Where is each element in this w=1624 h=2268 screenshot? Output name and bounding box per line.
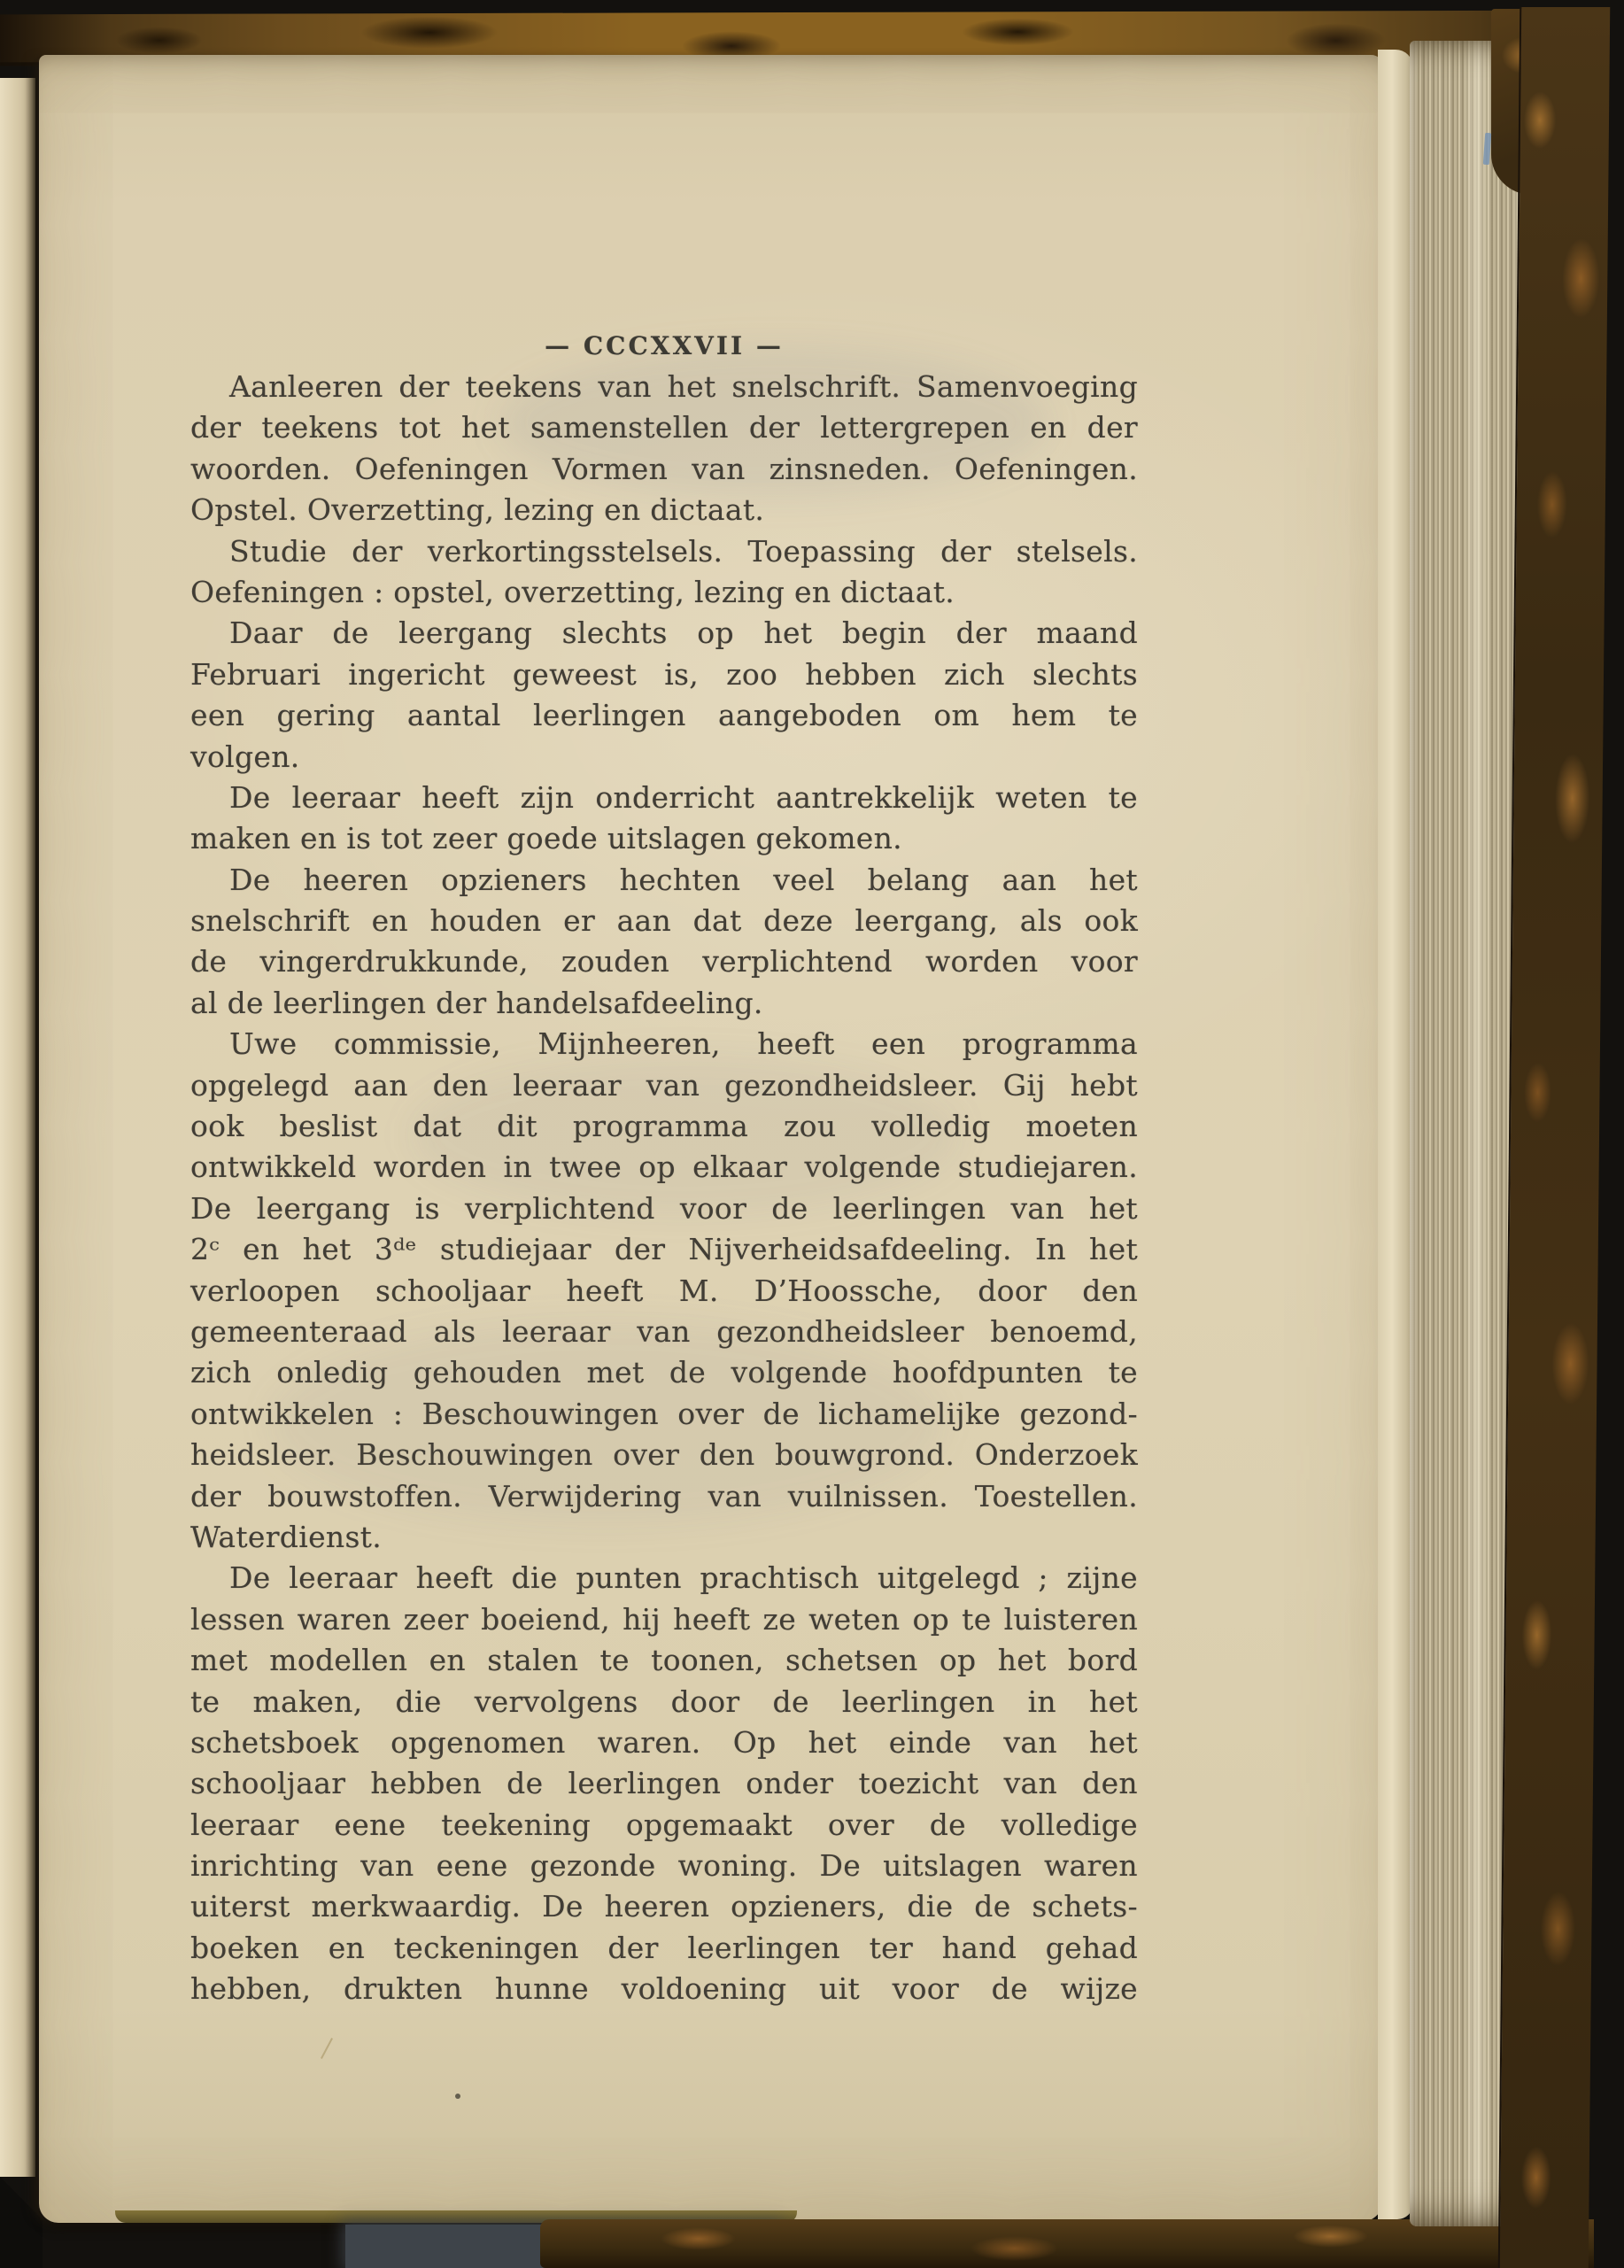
text-line: uiterst merkwaardig. De heeren opzieners, die de schets- xyxy=(190,1889,1138,1924)
text-line: Waterdienst. xyxy=(190,1519,383,1554)
text-line: al de leerlingen der handelsafdeeling. xyxy=(190,985,763,1020)
text-line: opgelegd aan den leeraar van gezondheidsleer. Gij hebt xyxy=(190,1067,1138,1103)
text-line: Aanleeren der teekens van het snelschrift. Samenvoeging xyxy=(229,369,1138,404)
text-line: volgen. xyxy=(190,739,300,774)
text-line: 2ᶜ en het 3ᵈᵉ studiejaar der Nijverheidsafdeeling. In het xyxy=(190,1232,1138,1267)
text-line: zich onledig gehouden met de volgende hoofdpunten te xyxy=(190,1355,1138,1390)
text-line: De heeren opzieners hechten veel belang aan het xyxy=(229,862,1138,897)
text-line: der bouwstoffen. Verwijdering van vuilnissen. Toestellen. xyxy=(190,1478,1138,1513)
text-line: ontwikkelen : Beschouwingen over de lichamelijke gezond- xyxy=(190,1396,1138,1431)
bottom-left-shadow xyxy=(0,2161,43,2268)
text-line: ook beslist dat dit programma zou volledig moeten xyxy=(190,1109,1138,1144)
text-line: een gering aantal leerlingen aangeboden om hem te xyxy=(190,698,1138,733)
text-line: lessen waren zeer boeiend, hij heeft ze weten op te luisteren xyxy=(190,1601,1138,1637)
text-line: Oefeningen : opstel, overzetting, lezing en dictaat. xyxy=(190,574,955,609)
ink-speck xyxy=(455,2094,460,2099)
text-line: Februari ingericht geweest is, zoo hebben zich slechts xyxy=(190,656,1138,692)
text-line: De leeraar heeft die punten prachtisch uitgelegd ; zijne xyxy=(229,1560,1138,1596)
text-line: boeken en teckeningen der leerlingen ter hand gehad xyxy=(190,1930,1138,1965)
binding-bottom-edge xyxy=(540,2219,1594,2268)
text-line: hebben, drukten hunne voldoening uit voor de wijze xyxy=(190,1971,1138,2007)
text-line: Uwe commissie, Mijnheeren, heeft een programma xyxy=(229,1026,1138,1062)
text-line: maken en is tot zeer goede uitslagen gekomen. xyxy=(190,821,902,856)
text-line: inrichting van eene gezonde woning. De uitslagen waren xyxy=(190,1848,1138,1884)
page xyxy=(39,55,1385,2223)
text-line: ontwikkeld worden in twee op elkaar volgende studiejaren. xyxy=(190,1149,1138,1185)
text-column xyxy=(190,326,1138,2010)
underlying-page-edge xyxy=(0,78,35,2177)
text-line: De leeraar heeft zijn onderricht aantrekkelijk weten te xyxy=(229,779,1138,815)
text-line: Opstel. Overzetting, lezing en dictaat. xyxy=(190,492,765,528)
text-line: gemeenteraad als leeraar van gezondheidsleer benoemd, xyxy=(190,1313,1138,1349)
text-line: met modellen en stalen te toonen, schetsen op het bord xyxy=(190,1643,1138,1678)
text-line: de vingerdrukkunde, zouden verplichtend worden voor xyxy=(190,944,1138,979)
text-line: schetsboek opgenomen waren. Op het einde van het xyxy=(190,1724,1138,1760)
text-line: woorden. Oefeningen Vormen van zinsneden. Oefeningen. xyxy=(190,451,1138,486)
text-line: leeraar eene teekening opgemaakt over de volledige xyxy=(190,1807,1138,1842)
text-line: der teekens tot het samenstellen der lettergrepen en der xyxy=(190,410,1138,445)
text-line: Daar de leergang slechts op het begin der maand xyxy=(229,615,1138,651)
text-line: te maken, die vervolgens door de leerlingen in het xyxy=(190,1684,1138,1719)
page-fold-edge xyxy=(1378,50,1413,2219)
text-line: De leergang is verplichtend voor de leerlingen van het xyxy=(190,1190,1138,1226)
text-line: snelschrift en houden er aan dat deze leergang, als ook xyxy=(190,903,1138,939)
page-number-header: — CCCXXVII — xyxy=(545,331,784,360)
text-line: heidsleer. Beschouwingen over den bouwgrond. Onderzoek xyxy=(190,1437,1138,1473)
text-line: verloopen schooljaar heeft M. D’Hoossche, door den xyxy=(190,1273,1138,1308)
text-line: Studie der verkortingsstelsels. Toepassing der stelsels. xyxy=(229,533,1138,569)
text-line: schooljaar hebben de leerlingen onder toezicht van den xyxy=(190,1766,1138,1801)
